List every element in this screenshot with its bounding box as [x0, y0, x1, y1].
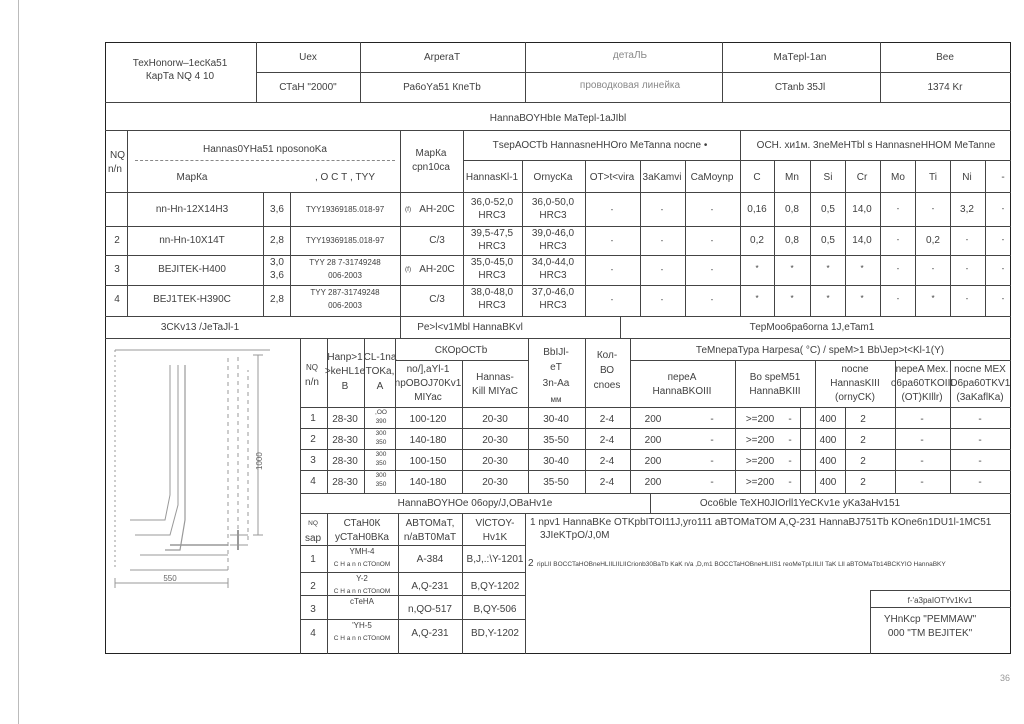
s2-row-temp-postmach: -	[978, 477, 982, 488]
s3-col-auto-1: ABTOMaT,	[405, 518, 455, 529]
s1-row-chem-1: 0,8	[785, 204, 799, 215]
s2-voltage-3: B	[341, 381, 349, 392]
s2-temp-col3-3: (ornyCK)	[834, 392, 876, 403]
s3-note-2-no: 2	[528, 558, 534, 569]
s2-row-no: 2	[310, 434, 316, 445]
s1-row-chem-0: 0,2	[750, 235, 764, 246]
s1-row-dia: 2,8	[270, 235, 284, 246]
s2-stickout-3: 3n-Aa	[542, 378, 570, 389]
s2-speed-sub1-3: MIYac	[414, 392, 442, 403]
s1-row-chem-1: *	[790, 294, 794, 303]
s2-row-temp-postmach: -	[978, 414, 982, 425]
approval-customer: YHnKcp "PEMMAW"	[883, 614, 977, 625]
s2-temp-col1-2: HannaBKOIII	[652, 386, 712, 397]
s2-row-temp-during-time: -	[788, 456, 792, 467]
sketch-dim-width: 550	[163, 574, 177, 583]
s1-row-hard-weld: 35,0-45,0	[470, 257, 514, 268]
s2-row-current-max: 350	[375, 439, 387, 446]
s3-row-rectifier: B,QY-1202	[470, 581, 520, 592]
s2-current-2: TOKa,	[365, 366, 395, 377]
s2-row-layers: 2-4	[599, 456, 615, 467]
s2-row-wire-speed: 100-150	[409, 456, 447, 467]
s2-row-weld-speed: 20-30	[482, 477, 508, 488]
s3-row-no: 1	[310, 554, 316, 565]
s3-col-no: NQ	[308, 520, 318, 527]
part-sketch	[110, 345, 295, 590]
s1-row-chem-2: *	[826, 264, 830, 273]
s1-row-hard-weld-unit: HRC3	[478, 300, 506, 311]
s1-row-hard-anneal: -	[610, 205, 614, 214]
s1-row-hard-temper-unit: HRC3	[539, 270, 567, 281]
s2-speed-sub2-2: Kill MIYaC	[472, 386, 518, 397]
s1-row-hard-temper-unit: HRC3	[539, 210, 567, 221]
chem-col-2: Si	[823, 172, 833, 183]
s3-note-1b: 3JIeKTpO/J,0M	[540, 530, 610, 541]
s2-row-temp-after: 400	[819, 456, 837, 467]
s1-row-hard-quench: -	[660, 265, 664, 274]
s2-col-nn: n/n	[305, 377, 319, 388]
s1-row-chem-4: -	[896, 294, 900, 303]
s1-row-hard-weld: 39,5-47,5	[470, 228, 514, 239]
s2-stickout-4: мм	[550, 395, 562, 404]
s1-row-chem-5: *	[931, 294, 935, 303]
s2-row-layers: 2-4	[599, 414, 615, 425]
s2-speed-sub2-1: Hannas-	[476, 372, 514, 383]
s1-row-hard-weld-unit: HRC3	[478, 210, 506, 221]
s1-row-no: 2	[114, 235, 120, 246]
s2-row-temp-premach: -	[920, 435, 924, 446]
s3-row-automat: n,QO-517	[408, 604, 452, 615]
s2-temp-col5-2: O6pa60TKV1	[949, 378, 1011, 389]
s1-row-brand: nn-Hn-12X14H3	[155, 204, 229, 215]
s2-sketch-title: 3CKv13 /JeTaJl-1	[160, 322, 240, 333]
s1-row-no: 3	[114, 264, 120, 275]
s1-row-no: 4	[114, 294, 120, 305]
s1-wire-header: Hannas0YHa51 nposonoKa	[203, 144, 327, 155]
s2-voltage-2: >keHL1e	[324, 366, 366, 377]
s1-row-hard-temper: 34,0-44,0	[531, 257, 575, 268]
part-value: проводковая линейка	[579, 80, 681, 91]
card-title-2: КарТа NQ 4 10	[145, 71, 215, 82]
s1-row-chem-2: *	[826, 294, 830, 303]
s1-row-chem-0: *	[755, 294, 759, 303]
s2-temp-col2-2: HannaBKIII	[749, 386, 801, 397]
s2-temp-col4-2: o6pa60TKOIII	[890, 378, 954, 389]
s3-row-source-sub: С Н а n n СТОпОМ	[333, 588, 391, 595]
s2-row-voltage: 28-30	[332, 477, 358, 488]
s1-row-hard-temper-unit: HRC3	[539, 300, 567, 311]
s1-row-chem-7: -	[1001, 294, 1005, 303]
shop-value: СТаН "2000"	[279, 82, 337, 93]
approval-company: 000 "TM BEJITEK"	[887, 628, 973, 639]
s2-row-weld-speed: 20-30	[482, 456, 508, 467]
s2-row-temp-during: >=200	[745, 456, 775, 467]
s2-col-no: NQ	[306, 363, 318, 372]
s2-row-temp-after-time: 2	[860, 456, 866, 467]
s1-row-chem-6: 3,2	[960, 204, 974, 215]
s1-row-gost: TYY19369185.018-97	[305, 236, 385, 245]
s2-step-2: ВО	[599, 365, 615, 376]
s1-row-chem-7: -	[1001, 264, 1005, 273]
s1-dia-header: МарКа	[415, 148, 447, 159]
s3-notes-title: Осо6ble TeXH0JIOrll1YeCKv1e yKa3aHv151	[699, 498, 901, 509]
s1-hard-col2: OrnycKa	[533, 172, 573, 183]
s2-row-current-max: 390	[375, 418, 387, 425]
s2-row-layers: 2-4	[599, 477, 615, 488]
s3-row-automat: A,Q-231	[411, 581, 449, 592]
s1-row-hard-weld-unit: HRC3	[478, 241, 506, 252]
s1-chem-header: ОСН. хи1м. 3neMeHTbl s HannasneHHOM MeTanne	[756, 140, 996, 151]
page-margin-line	[18, 0, 19, 724]
s2-row-voltage: 28-30	[332, 435, 358, 446]
s2-row-temp-after-time: 2	[860, 477, 866, 488]
s1-row-dia: 3,6	[270, 204, 284, 215]
s1-row-chem-2: 0,5	[821, 235, 835, 246]
chem-col-5: Ti	[929, 172, 937, 183]
s2-row-temp-premach: -	[920, 477, 924, 488]
weight-label: Вее	[936, 52, 954, 63]
chem-col-1: Mn	[785, 172, 799, 183]
s2-row-weld-speed: 20-30	[482, 435, 508, 446]
s2-row-current-min: 300	[375, 430, 387, 437]
s3-col-rect-2: Hv1K	[482, 532, 508, 543]
s1-row-dia2: 3,6	[270, 270, 284, 281]
s1-row-hard-temper-unit: HRC3	[539, 241, 567, 252]
s1-row-chem-4: -	[896, 204, 900, 213]
s1-row-chem-6: -	[965, 235, 969, 244]
s1-row-mark-note: (f)	[405, 266, 412, 273]
s1-row-hard-anneal: -	[610, 265, 614, 274]
s1-row-chem-3: 14,0	[852, 235, 872, 246]
s3-col-source-1: СТаН0К	[343, 518, 381, 529]
s2-row-temp-premach: -	[920, 456, 924, 467]
s1-row-hard-self: -	[710, 205, 714, 214]
s2-row-no: 1	[310, 413, 316, 424]
s2-row-temp-before: 200	[644, 456, 662, 467]
page-number: 36	[1000, 673, 1011, 683]
s1-col-brand: МарКа	[176, 172, 208, 183]
s1-row-chem-5: -	[931, 264, 935, 273]
approval-label: f-'a3paIOTYv1Kv1	[907, 596, 973, 605]
s2-stickout-2: eT	[550, 362, 562, 373]
s2-row-temp-before: 200	[644, 414, 662, 425]
s1-row-hard-quench: -	[660, 295, 664, 304]
s2-row-temp-before: 200	[644, 435, 662, 446]
shop-label: Uex	[299, 52, 317, 63]
s2-row-temp-after: 400	[819, 414, 837, 425]
s1-row-brand: nn-Hn-10X14T	[159, 235, 225, 246]
s3-row-no: 4	[310, 628, 316, 639]
s2-row-temp-after-time: 2	[860, 435, 866, 446]
s1-row-chem-4: -	[896, 264, 900, 273]
s3-row-source: 'YH-5	[352, 621, 372, 630]
s1-row-chem-5: -	[931, 204, 935, 213]
s1-hard-col5: CaMoynp	[690, 172, 734, 183]
s3-equipment-title: НаnnаВОYНОе 06ору/J,OBaHv1e	[397, 498, 553, 509]
s2-voltage-1: Hanp>1	[327, 352, 363, 363]
s2-temp-col2-1: Bo speM51	[749, 372, 801, 383]
s2-row-current-min: 300	[375, 451, 387, 458]
s2-row-temp-during-time: -	[788, 435, 792, 446]
s1-row-chem-4: -	[896, 235, 900, 244]
s2-row-weld-speed: 20-30	[482, 414, 508, 425]
part-label: детаЛЬ	[612, 50, 648, 61]
s2-row-stickout: 35-50	[543, 435, 569, 446]
s2-row-temp-during-time: -	[788, 477, 792, 488]
s1-row-hard-temper: 39,0-46,0	[531, 228, 575, 239]
material-value: СТаnb 35Jl	[774, 82, 826, 93]
s1-row-hard-anneal: -	[610, 295, 614, 304]
s1-dia-sub: cpn10ca	[412, 162, 450, 173]
s1-row-mark-note: (f)	[405, 206, 412, 213]
s2-row-temp-before-time: -	[710, 456, 714, 467]
s1-row-chem-3: 14,0	[852, 204, 872, 215]
s1-row-flux: С/3	[429, 294, 445, 305]
s3-col-sap: sap	[304, 533, 322, 544]
s1-row-gost2: 006-2003	[328, 301, 362, 310]
s1-row-hard-weld: 36,0-52,0	[470, 197, 514, 208]
s1-row-brand: BEJITEK-H400	[158, 264, 226, 275]
s2-row-current-min: 300	[375, 472, 387, 479]
s1-row-chem-3: *	[860, 294, 864, 303]
s3-note-2: ripLII BOCCTaHOBneHLIILIILIICrionb30BaTb KaK n/a ,D,m1 BOCCTaHOBneHLIIS1 reoMeTpLIILII TaK Lll aBTOMaTb14BCKYIO HannaBKY	[537, 561, 946, 568]
s1-hard-col1: HannasKl-1	[465, 172, 519, 183]
s2-row-current-max: 350	[375, 460, 387, 467]
s1-row-chem-7: -	[1001, 235, 1005, 244]
chem-col-6: Ni	[962, 172, 972, 183]
s1-row-hard-temper: 37,0-46,0	[531, 287, 575, 298]
s2-row-temp-after: 400	[819, 477, 837, 488]
s2-temp-col4-1: nepeA Mex.	[895, 364, 949, 375]
s2-row-layers: 2-4	[599, 435, 615, 446]
s1-row-chem-0: 0,16	[747, 204, 767, 215]
s3-row-no: 3	[310, 604, 316, 615]
s2-row-wire-speed: 100-120	[409, 414, 447, 425]
s3-row-automat: А-384	[416, 554, 444, 565]
s2-current-1: CL-1na	[363, 352, 397, 363]
s3-col-source-2: уСТаН0ВКа	[335, 532, 389, 543]
s1-row-chem-2: 0,5	[821, 204, 835, 215]
s1-row-flux: АН-20С	[419, 204, 455, 215]
s2-row-no: 3	[310, 455, 316, 466]
s1-row-hard-temper: 36,0-50,0	[531, 197, 575, 208]
s1-row-chem-6: -	[965, 294, 969, 303]
s3-row-source: Y-2	[356, 574, 368, 583]
s2-row-voltage: 28-30	[332, 456, 358, 467]
s3-row-source-sub: С Н а n n СТОпОМ	[333, 635, 391, 642]
s2-row-temp-after-time: 2	[860, 414, 866, 425]
s2-temp-col3-2: HannasKIII	[830, 378, 880, 389]
chem-col-0: C	[753, 172, 761, 183]
s1-row-chem-5: 0,2	[926, 235, 940, 246]
s2-row-temp-postmach: -	[978, 435, 982, 446]
s1-row-hard-self: -	[710, 295, 714, 304]
s1-row-hard-self: -	[710, 236, 714, 245]
card-title-1: ТехНоnоrw–1есКа51	[132, 58, 228, 69]
s3-note-1: 1 npv1 HannaBKe OTKpbITOI11J,yro111 aBTOMaTOM A,Q-231 HannaBJ751Tb KOne6n1DU1l-1MC51	[530, 517, 992, 528]
s3-row-automat: A,Q-231	[411, 628, 449, 639]
s1-row-chem-1: 0,8	[785, 235, 799, 246]
s2-speed-header: СКОрОСТb	[434, 345, 488, 356]
chem-col-4: Mo	[891, 172, 905, 183]
unit-value: Ра6оYа51 КпеТb	[403, 82, 481, 93]
s2-row-stickout: 30-40	[543, 456, 569, 467]
s3-col-auto-2: n/aBT0MaT	[403, 532, 457, 543]
s2-row-temp-after: 400	[819, 435, 837, 446]
s1-row-brand: BEJ1TEK-H390C	[153, 294, 231, 305]
s2-row-temp-premach: -	[920, 414, 924, 425]
s2-stickout-1: BbIJl-	[543, 347, 569, 358]
s1-hard-col3: OT>t<vira	[589, 172, 635, 183]
s2-step-1: Кол-	[596, 350, 618, 361]
s2-speed-sub1-1: no/],aYl-1	[406, 364, 450, 375]
s2-thermo-title: ТерМоо6ра6оrnа 1J,eTam1	[749, 322, 875, 333]
s2-row-stickout: 30-40	[543, 414, 569, 425]
s2-row-wire-speed: 140-180	[409, 477, 447, 488]
s2-step-3: cnoes	[593, 380, 621, 391]
s1-col-nn: n/n	[108, 164, 122, 175]
s2-row-temp-during-time: -	[788, 414, 792, 425]
s2-row-temp-during: >=200	[745, 435, 775, 446]
s2-temp-header: ТеМnераТура Harpesa( °C) / speM>1 Bb\Jep>t<Kl-1(Y)	[695, 345, 945, 356]
sketch-dim-height: 1000	[255, 452, 264, 470]
s2-row-stickout: 35-50	[543, 477, 569, 488]
s1-row-chem-3: *	[860, 264, 864, 273]
s1-col-gost: , О С Т , TYY	[314, 172, 376, 183]
s2-row-temp-before-time: -	[710, 477, 714, 488]
section1-title: НаnnаВОYНbIe MaTepl-1aJIbl	[489, 113, 627, 124]
s1-row-dia: 3,0	[270, 257, 284, 268]
s1-row-chem-7: -	[1001, 204, 1005, 213]
s2-row-no: 4	[310, 476, 316, 487]
s2-temp-col5-1: nocne MEX	[954, 364, 1006, 375]
s2-row-temp-during: >=200	[745, 477, 775, 488]
s2-row-current-min: ,ОО	[375, 409, 387, 416]
s1-row-gost2: 006-2003	[328, 271, 362, 280]
s1-row-gost: TYY 287-31749248	[310, 288, 380, 297]
s1-row-hard-weld: 38,0-48,0	[470, 287, 514, 298]
s2-row-voltage: 28-30	[332, 414, 358, 425]
s3-row-no: 2	[310, 581, 316, 592]
s1-row-hard-self: -	[710, 265, 714, 274]
s3-row-source: сТеНА	[350, 597, 374, 606]
s3-col-rect-1: VlCTOY-	[475, 518, 515, 529]
s1-row-hard-quench: -	[660, 236, 664, 245]
s1-row-flux: АН-20С	[419, 264, 455, 275]
s2-row-wire-speed: 140-180	[409, 435, 447, 446]
s1-hard-col4: 3aKamvi	[642, 172, 682, 183]
s1-row-chem-6: -	[965, 264, 969, 273]
s1-row-gost: TYY19369185.018-97	[305, 205, 385, 214]
s2-temp-col1-1: переА	[667, 372, 697, 383]
s1-col-no: NQ	[110, 150, 125, 161]
s3-row-rectifier: B,QY-506	[473, 604, 517, 615]
s1-row-hard-weld-unit: HRC3	[478, 270, 506, 281]
s1-row-dia: 2,8	[270, 294, 284, 305]
chem-col-7: -	[1001, 172, 1005, 183]
s1-row-chem-0: *	[755, 264, 759, 273]
s2-current-3: A	[376, 381, 384, 392]
s1-row-hard-quench: -	[660, 205, 664, 214]
s2-row-current-max: 350	[375, 481, 387, 488]
s2-row-temp-before-time: -	[710, 435, 714, 446]
s2-temp-col5-3: (3aKaflKa)	[956, 392, 1004, 403]
s3-row-rectifier: BD,Y-1202	[471, 628, 519, 639]
s2-temp-col4-3: (OT)KIllr)	[901, 392, 943, 403]
s1-row-flux: С/3	[429, 235, 445, 246]
chem-col-3: Cr	[856, 172, 868, 183]
material-label: МаТеpl-1an	[773, 52, 827, 63]
s3-row-rectifier: B,J,.:\Y-1201	[466, 554, 524, 565]
s1-row-chem-1: *	[790, 264, 794, 273]
s1-hardness-header: ТsерАОСТb HannasneHHOro MeTanna nocne •	[492, 140, 708, 151]
s2-mode-title: Pe>l<v1Mbl HannaBKvl	[417, 322, 523, 333]
s2-row-temp-postmach: -	[978, 456, 982, 467]
unit-label: АrреraТ	[423, 52, 461, 63]
s1-row-hard-anneal: -	[610, 236, 614, 245]
s3-row-source-sub: С Н а n n СТОпОМ	[333, 561, 391, 568]
s2-temp-col3-1: nocne	[841, 364, 869, 375]
weight-value: 1374 Kr	[927, 82, 963, 93]
s2-row-temp-during: >=200	[745, 414, 775, 425]
s2-row-temp-before: 200	[644, 477, 662, 488]
s2-speed-sub1-2: npOBOJ70Kv1	[394, 378, 462, 389]
s2-row-temp-before-time: -	[710, 414, 714, 425]
s1-row-gost: TYY 28 7-31749248	[309, 258, 381, 267]
s3-row-source: YMH-4	[349, 547, 375, 556]
